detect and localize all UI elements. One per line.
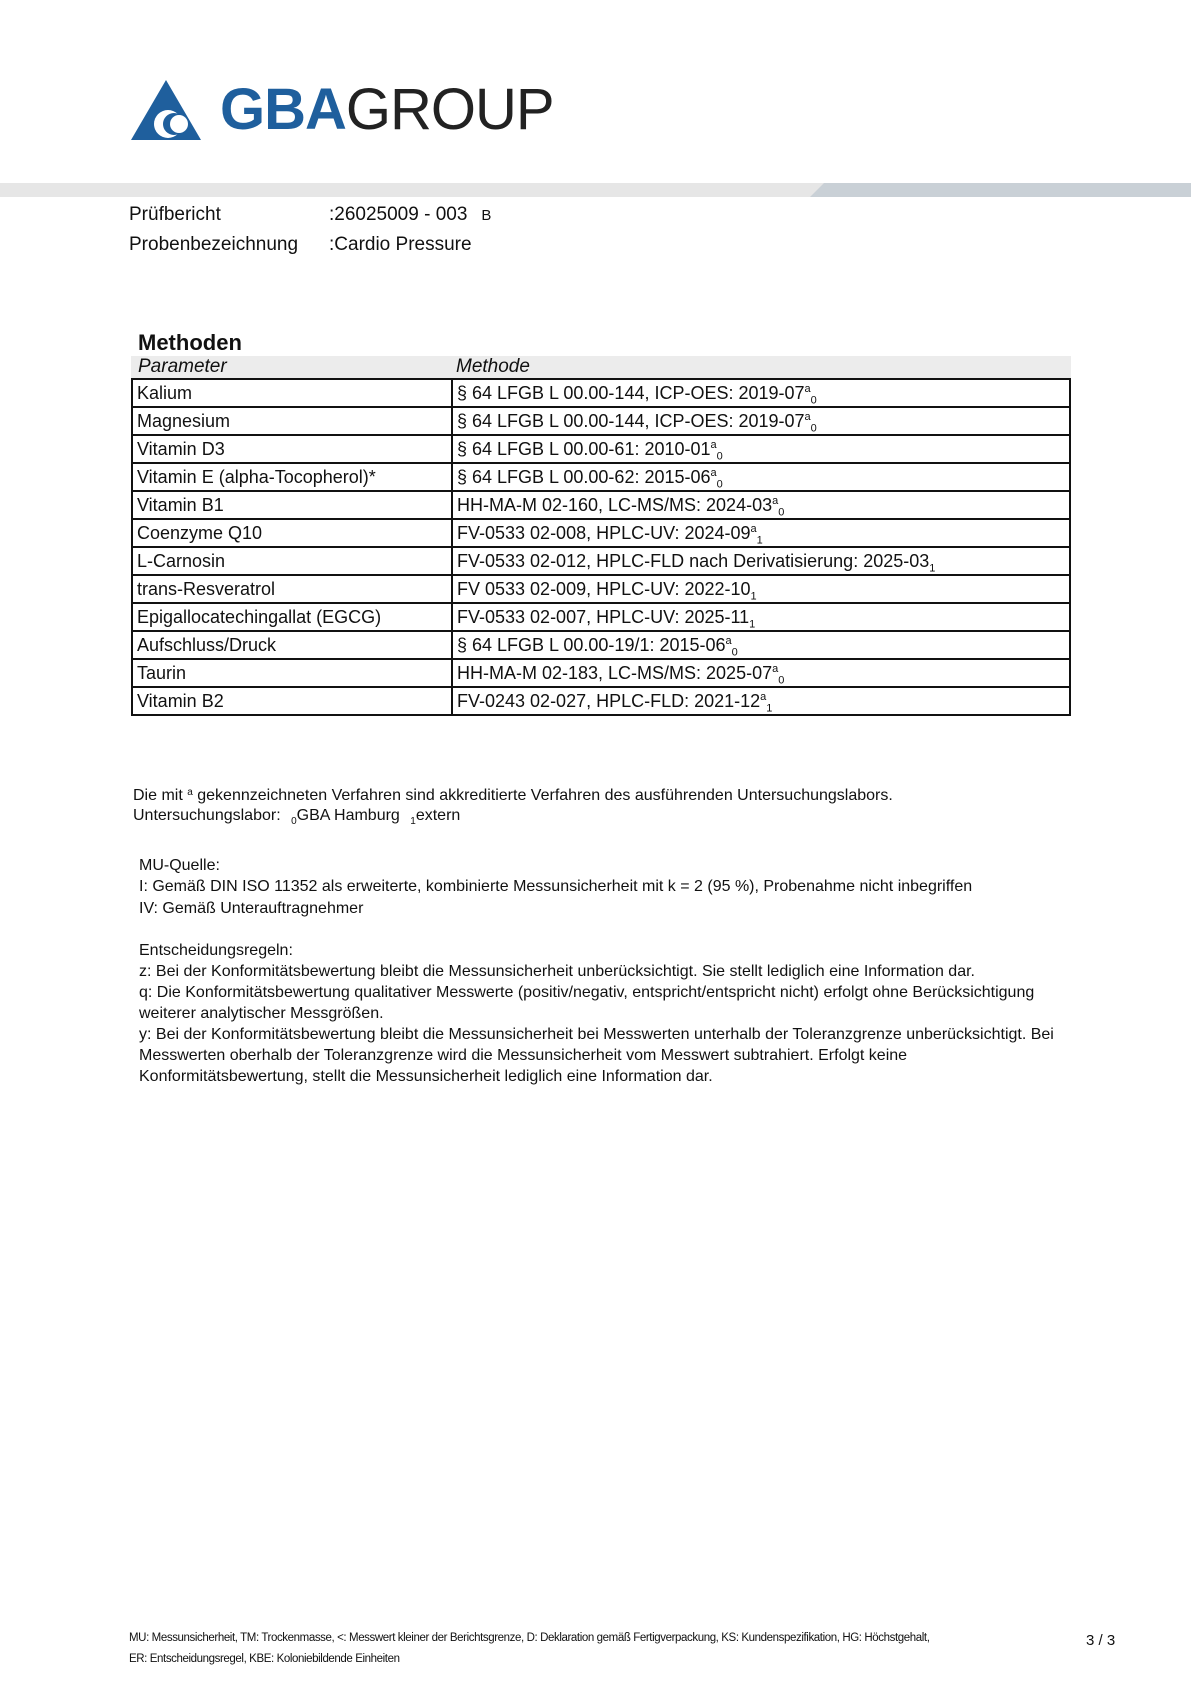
parameter-cell: L-Carnosin <box>132 547 452 575</box>
logo-text-gba: GBA <box>220 77 346 142</box>
method-text: FV-0243 02-027, HPLC-FLD: 2021-12 <box>457 691 761 711</box>
footer-line-2: ER: Entscheidungsregel, KBE: Koloniebildende Einheiten <box>129 1653 400 1665</box>
report-number-label: Prüfbericht <box>129 204 221 225</box>
method-text: HH-MA-M 02-183, LC-MS/MS: 2025-07 <box>457 663 773 683</box>
method-text: § 64 LFGB L 00.00-144, ICP-OES: 2019-07 <box>457 383 805 403</box>
method-cell <box>452 379 1070 407</box>
methods-title: Methoden <box>138 330 242 355</box>
footer-line-1: MU: Messunsicherheit, TM: Trockenmasse, <: Messwert kleiner der Berichtsgrenze, D: Deklaration gemäß Fertigverpackung, KS: Kundenspezifikation, HG: Höchstgehalt, <box>129 1632 930 1644</box>
logo-text-group: GROUP <box>345 77 554 142</box>
parameter-cell: Vitamin B2 <box>132 687 452 715</box>
method-cell <box>452 575 1070 603</box>
logo-wordmark <box>220 76 554 144</box>
lab-index: 0 <box>716 450 723 463</box>
method-cell <box>452 519 1070 547</box>
methods-table-header <box>131 356 1071 378</box>
table-row <box>132 463 1070 491</box>
accreditation-mark: a <box>710 467 717 479</box>
rule-q-line-1: q: Die Konformitätsbewertung qualitativer Messwerte (positiv/negativ, entspricht/entspricht nicht) erfolgt ohne Berücksichtigung <box>139 984 1035 1001</box>
method-text: FV 0533 02-009, HPLC-UV: 2022-10 <box>457 579 751 599</box>
sample-name-label: Probenbezeichnung <box>129 234 299 255</box>
methods-table-body <box>132 379 1070 715</box>
method-text: § 64 LFGB L 00.00-61: 2010-01 <box>457 439 711 459</box>
report-number-value <box>329 203 491 228</box>
lab-index: 1 <box>929 562 936 575</box>
parameter-cell: Vitamin D3 <box>132 435 452 463</box>
lab1-name: extern <box>415 807 461 824</box>
mu-title: MU-Quelle: <box>139 857 220 874</box>
table-row <box>132 631 1070 659</box>
method-cell <box>452 463 1070 491</box>
lab-index: 0 <box>778 674 785 687</box>
method-text: FV-0533 02-008, HPLC-UV: 2024-09 <box>457 523 751 543</box>
lab1-index: 1 <box>410 816 416 827</box>
table-row <box>132 547 1070 575</box>
report-number-suffix: B <box>481 207 492 224</box>
rule-y-line-3: Konformitätsbewertung, stellt die Messunsicherheit lediglich eine Information dar. <box>139 1068 713 1085</box>
method-cell <box>452 435 1070 463</box>
parameter-cell: Aufschluss/Druck <box>132 631 452 659</box>
col-header-parameter: Parameter <box>138 356 227 377</box>
lab-label: Untersuchungslabor: <box>133 807 281 824</box>
table-row <box>132 603 1070 631</box>
lab-index: 0 <box>810 394 817 407</box>
rule-y-line-2: Messwerten oberhalb der Toleranzgrenze wird die Messunsicherheit vom Messwert subtrahiert. Erfolgt keine <box>139 1047 908 1064</box>
method-cell <box>452 491 1070 519</box>
accreditation-mark: a <box>772 663 779 675</box>
parameter-cell: Vitamin B1 <box>132 491 452 519</box>
parameter-cell: Epigallocatechingallat (EGCG) <box>132 603 452 631</box>
lab-index: 1 <box>766 702 773 715</box>
lab-index: 0 <box>778 506 785 519</box>
sample-name-value: :Cardio Pressure <box>329 234 472 255</box>
header-divider-band <box>0 183 1191 197</box>
accreditation-pre: Die mit <box>133 787 183 804</box>
parameter-cell: Coenzyme Q10 <box>132 519 452 547</box>
accreditation-mark: a <box>772 495 779 507</box>
table-row <box>132 575 1070 603</box>
lab-note <box>133 806 460 828</box>
parameter-cell: Magnesium <box>132 407 452 435</box>
lab-index: 0 <box>731 646 738 659</box>
method-cell <box>452 687 1070 715</box>
parameter-cell: trans-Resveratrol <box>132 575 452 603</box>
method-text: HH-MA-M 02-160, LC-MS/MS: 2024-03 <box>457 495 773 515</box>
method-text: § 64 LFGB L 00.00-19/1: 2015-06 <box>457 635 726 655</box>
method-cell <box>452 603 1070 631</box>
table-row <box>132 519 1070 547</box>
accreditation-post: gekennzeichneten Verfahren sind akkreditierte Verfahren des ausführenden Untersuchungslabors. <box>197 787 893 804</box>
lab-index: 0 <box>716 478 723 491</box>
report-number-text: :26025009 - 003 <box>329 204 468 225</box>
header-band-accent <box>810 183 1191 197</box>
rules-title: Entscheidungsregeln: <box>139 942 293 959</box>
methods-table <box>131 378 1071 716</box>
accreditation-mark: a <box>804 383 811 395</box>
table-row <box>132 435 1070 463</box>
lab0-name: GBA Hamburg <box>296 807 400 824</box>
method-cell <box>452 659 1070 687</box>
accreditation-mark: a <box>750 523 757 535</box>
table-row <box>132 379 1070 407</box>
table-row <box>132 659 1070 687</box>
rule-q-line-2: weiterer analytischer Messgrößen. <box>139 1005 384 1022</box>
table-row <box>132 687 1070 715</box>
accreditation-mark: a <box>804 411 811 423</box>
gba-triangle-logo-icon <box>130 78 202 142</box>
method-text: § 64 LFGB L 00.00-144, ICP-OES: 2019-07 <box>457 411 805 431</box>
rule-y-line-1: y: Bei der Konformitätsbewertung bleibt die Messunsicherheit bei Messwerten unterhalb der Toleranzgrenze unberücksichtigt. Bei <box>139 1026 1054 1043</box>
accreditation-mark: a <box>725 635 732 647</box>
mu-line-1: I: Gemäß DIN ISO 11352 als erweiterte, kombinierte Messunsicherheit mit k = 2 (95 %), Probenahme nicht inbegriffen <box>139 878 973 895</box>
rule-z: z: Bei der Konformitätsbewertung bleibt die Messunsicherheit unberücksichtigt. Sie stellt lediglich eine Information dar. <box>139 963 975 980</box>
lab-index: 1 <box>750 590 757 603</box>
lab-index: 1 <box>756 534 763 547</box>
accreditation-mark: a <box>710 439 717 451</box>
accreditation-mark: a <box>187 787 193 798</box>
parameter-cell: Vitamin E (alpha-Tocopherol)* <box>132 463 452 491</box>
mu-line-2: IV: Gemäß Unterauftragnehmer <box>139 900 364 917</box>
footer-abbreviations <box>129 1628 930 1670</box>
method-cell <box>452 631 1070 659</box>
lab-index: 0 <box>810 422 817 435</box>
method-cell <box>452 407 1070 435</box>
method-text: § 64 LFGB L 00.00-62: 2015-06 <box>457 467 711 487</box>
page-number: 3 / 3 <box>1086 1632 1116 1649</box>
col-header-method: Methode <box>456 356 530 377</box>
method-cell <box>452 547 1070 575</box>
parameter-cell: Taurin <box>132 659 452 687</box>
table-row <box>132 491 1070 519</box>
accreditation-note <box>133 786 893 808</box>
gba-group-logo <box>130 76 554 144</box>
table-row <box>132 407 1070 435</box>
method-text: FV-0533 02-012, HPLC-FLD nach Derivatisierung: 2025-03 <box>457 551 930 571</box>
accreditation-mark: a <box>760 691 767 703</box>
lab0-index: 0 <box>291 816 297 827</box>
method-text: FV-0533 02-007, HPLC-UV: 2025-11 <box>457 607 750 627</box>
parameter-cell: Kalium <box>132 379 452 407</box>
lab-index: 1 <box>749 618 756 631</box>
